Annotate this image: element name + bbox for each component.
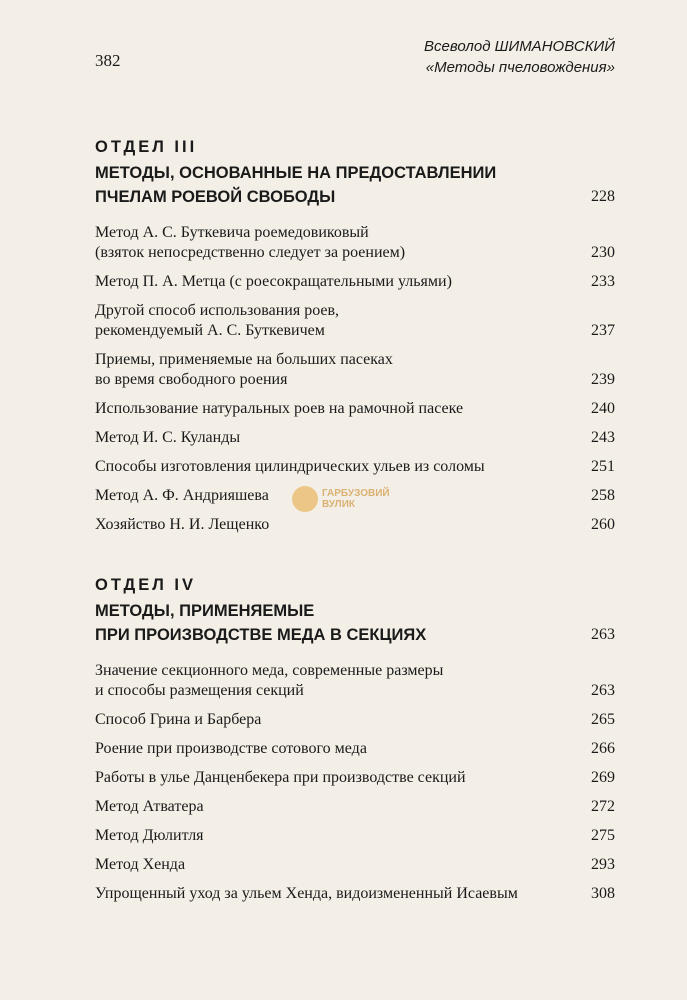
section-heading: ОТДЕЛ III [95, 138, 198, 156]
toc-entry [95, 515, 615, 535]
toc-entry-title [95, 301, 349, 341]
toc-entry-title [95, 884, 528, 904]
author-name: Всеволод ШИМАНОВСКИЙ [424, 38, 615, 55]
toc-entry [95, 428, 615, 448]
toc-entry-page: 265 [591, 711, 615, 728]
section-title-line: МЕТОДЫ, ОСНОВАННЫЕ НА ПРЕДОСТАВЛЕНИИ [95, 164, 497, 182]
toc-entry-line: Метод Хенда [95, 856, 186, 873]
toc-entry-title [95, 457, 495, 477]
toc-entry-page: 308 [591, 885, 615, 902]
toc-entry-page: 266 [591, 740, 615, 757]
toc-entry [95, 399, 615, 419]
table-of-contents [95, 138, 615, 913]
toc-entry-title [95, 223, 415, 263]
toc-entry-line: Метод И. С. Куланды [95, 429, 241, 446]
toc-entry-line: Использование натуральных роев на рамочной пасеке [95, 400, 464, 417]
section-title-row [95, 161, 615, 209]
toc-entry-title [95, 515, 279, 535]
toc-entry [95, 768, 615, 788]
section-heading: ОТДЕЛ IV [95, 576, 197, 594]
toc-entry-line: Работы в улье Данценбекера при производстве секций [95, 769, 466, 786]
toc-entry-title [95, 768, 476, 788]
toc-entry-title [95, 661, 453, 701]
toc-entry-page: 237 [591, 322, 615, 339]
section-title-row [95, 599, 615, 647]
toc-entry [95, 272, 615, 292]
toc-entry-line: Способы изготовления цилиндрических ульев из соломы [95, 458, 485, 475]
toc-entry [95, 884, 615, 904]
running-header [424, 36, 615, 78]
toc-entry [95, 301, 615, 341]
toc-entry [95, 739, 615, 759]
watermark-line-1: ГАРБУЗОВИЙ [322, 488, 390, 499]
toc-entry-line: Метод А. Ф. Андрияшева [95, 487, 269, 504]
toc-entry-page: 233 [591, 273, 615, 290]
toc-entry [95, 855, 615, 875]
toc-entry-line: Метод П. А. Метца (с роесокращательными ульями) [95, 273, 452, 290]
toc-entry-title [95, 486, 279, 506]
pumpkin-logo-icon [292, 486, 318, 512]
toc-entry-line: во время свободного роения [95, 371, 288, 388]
toc-entry [95, 223, 615, 263]
toc-entry-page: 272 [591, 798, 615, 815]
toc-entry-page: 275 [591, 827, 615, 844]
toc-entry-title [95, 350, 403, 390]
toc-entry [95, 710, 615, 730]
toc-entry-page: 243 [591, 429, 615, 446]
watermark-line-2: ВУЛИК [322, 499, 355, 510]
toc-entry-line: Способ Грина и Барбера [95, 711, 262, 728]
toc-entry-title [95, 797, 214, 817]
toc-entry-line: Роение при производстве сотового меда [95, 740, 367, 757]
toc-entry-line: (взяток непосредственно следует за роением) [95, 244, 406, 261]
toc-entry-title [95, 428, 250, 448]
toc-entry-title [95, 399, 473, 419]
section-title [95, 599, 426, 647]
toc-entry [95, 457, 615, 477]
section-page-number: 228 [591, 188, 615, 205]
toc-entry-title [95, 826, 214, 846]
toc-entry-title [95, 710, 271, 730]
toc-entry [95, 350, 615, 390]
toc-entry [95, 797, 615, 817]
toc-entry [95, 826, 615, 846]
toc-entry-line: Метод Атватера [95, 798, 204, 815]
toc-entry-title [95, 855, 195, 875]
toc-entry-page: 293 [591, 856, 615, 873]
toc-entry-line: Метод Дюлитля [95, 827, 204, 844]
toc-entry-page: 258 [591, 487, 615, 504]
watermark [292, 486, 390, 512]
toc-entry-line: Значение секционного меда, современные размеры [95, 662, 444, 679]
section-title-line: МЕТОДЫ, ПРИМЕНЯЕМЫЕ [95, 602, 315, 620]
toc-entry-page: 239 [591, 371, 615, 388]
toc-entry-line: и способы размещения секций [95, 682, 304, 699]
page-number: 382 [95, 51, 121, 70]
section-title-line: ПЧЕЛАМ РОЕВОЙ СВОБОДЫ [95, 188, 336, 206]
toc-entry-line: Приемы, применяемые на больших пасеках [95, 351, 393, 368]
toc-entry-line: Хозяйство Н. И. Лещенко [95, 516, 270, 533]
toc-entry-title [95, 272, 462, 292]
section-title-line: ПРИ ПРОИЗВОДСТВЕ МЕДА В СЕКЦИЯХ [95, 626, 427, 644]
section-title [95, 161, 496, 209]
toc-entry-page: 251 [591, 458, 615, 475]
toc-entry-page: 263 [591, 682, 615, 699]
book-title: «Методы пчеловождения» [425, 59, 615, 76]
toc-entry-page: 269 [591, 769, 615, 786]
section-page-number: 263 [591, 626, 615, 643]
toc-entry-page: 240 [591, 400, 615, 417]
toc-entry-line: Другой способ использования роев, [95, 302, 340, 319]
toc-entry-line: рекомендуемый А. С. Буткевичем [95, 322, 325, 339]
toc-entry-line: Упрощенный уход за ульем Хенда, видоизмененный Исаевым [95, 885, 518, 902]
toc-entry-line: Метод А. С. Буткевича роемедовиковый [95, 224, 369, 241]
toc-entry-page: 230 [591, 244, 615, 261]
toc-entry-page: 260 [591, 516, 615, 533]
toc-entry [95, 661, 615, 701]
toc-entry-title [95, 739, 377, 759]
